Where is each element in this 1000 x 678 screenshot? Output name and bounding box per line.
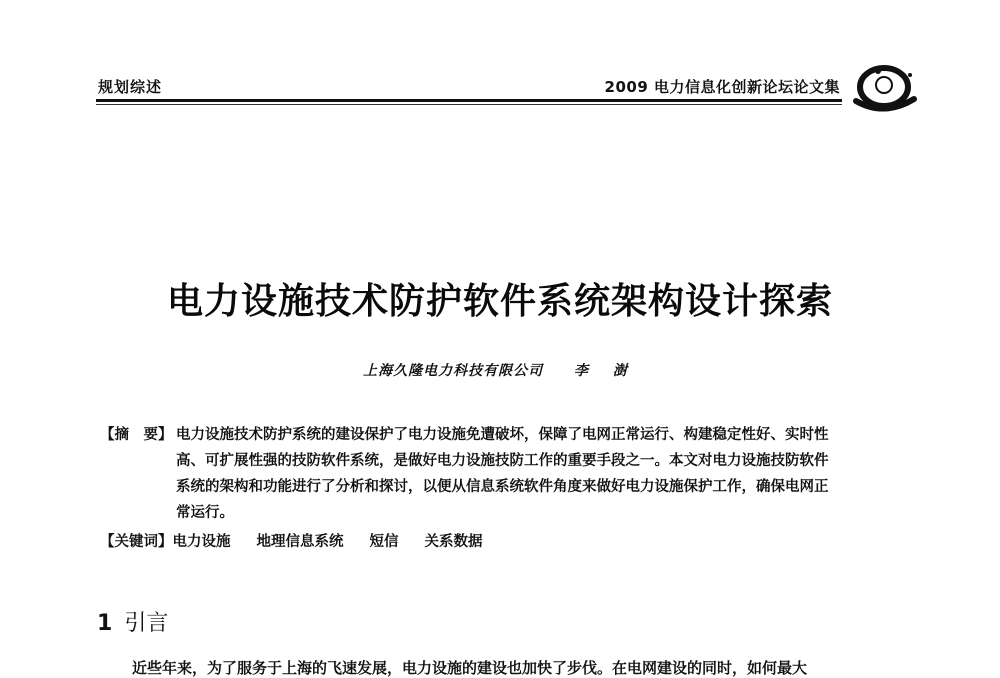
keyword: 关系数据 [424,534,483,550]
author-name: 李 澍 [574,363,637,379]
section-heading [97,606,168,637]
header-rule-thin [96,104,842,105]
forum-logo-icon [848,55,920,115]
abstract-text: 电力设施技术防护系统的建设保护了电力设施免遭破坏，保障了电网正常运行、构建稳定性好、实时性高、可扩展性强的技防软件系统，是做好电力设施技防工作的重要手段之一。本文对电力设施技防软件系统的架构和功能进行了分析和探讨，以便从信息系统软件角度来做好电力设施保护工作，确保电网正常运行。 [176,427,829,521]
keywords-label: 【关键词】 [100,534,173,550]
keyword: 地理信息系统 [256,534,344,550]
section-title: 引言 [124,611,169,636]
keyword: 短信 [369,534,399,550]
author-affiliation: 上海久隆电力科技有限公司 [363,363,544,379]
abstract [100,422,840,526]
keywords [100,529,840,555]
running-header-right: 2009 电力信息化创新论坛论文集 [604,78,840,96]
header-rule [96,99,842,102]
byline [0,360,1000,380]
abstract-label: 【摘 要】 [100,427,173,443]
keyword: 电力设施 [172,534,231,550]
running-header-left: 规划综述 [98,78,163,96]
paper-title: 电力设施技术防护软件系统架构设计探索 [166,281,833,322]
intro-paragraph: 近些年来，为了服务于上海的飞速发展，电力设施的建设也加快了步伐。在电网建设的同时，如何最大 [132,659,808,677]
section-number: 1 [97,611,113,636]
